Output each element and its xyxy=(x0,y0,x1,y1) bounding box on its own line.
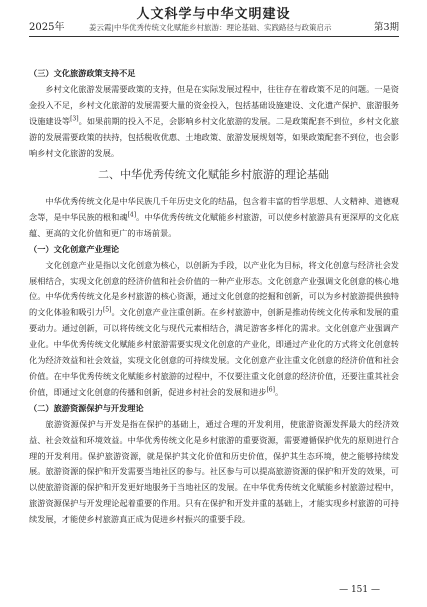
running-title: 姜云霞|中华优秀传统文化赋能乡村旅游：理论基础、实践路径与政策启示 xyxy=(89,23,332,32)
section-two-intro: 中华优秀传统文化是中华民族几千年历史文化的结晶，包含着丰富的哲学思想、人文精神、道德观念等，是中华民族的根和魂[4]。中华优秀传统文化赋能乡村旅游，可以使乡村旅游具有更深厚的文化底蕴、更高的文化价值和更广的市场前景。 xyxy=(29,196,399,238)
page-number: — 151 — xyxy=(339,585,380,595)
sub1-heading: （一）文化创意产业理论 xyxy=(29,243,120,254)
journal-title: 人文科学与中华文明建设 xyxy=(136,7,291,22)
sub2-paragraph: 旅游资源保护与开发是指在保护的基础上，通过合理的开发利用，使旅游资源发挥最大的经济效益、社会效益和环境效益。中华优秀传统文化是乡村旅游的重要资源，需要遵循保护优先的原则进行合理的开发利用。保护旅游资源，就是保护其文化价值和历史价值，保护其生态环境，使之能够持续发展。旅游资源的保护和开发需要当地社区的参与。社区参与可以提高旅游资源的保护和开发的效果，可以使旅游资源的保护和开发更好地服务于当地社区的发展。在中华优秀传统文化赋能乡村旅游过程中，旅游资源保护与开发理论起着重要的作用。只有在保护和开发并重的基础上，才能实现乡村旅游的可持续发展，才能使乡村旅游真正成为促进乡村振兴的重要手段。 xyxy=(29,418,399,525)
section-a xyxy=(29,66,399,161)
running-head xyxy=(29,21,399,35)
sub1-paragraph: 文化创意产业是指以文化创意为核心，以创新为手段，以产业化为目标，将文化创意与经济社会发展相结合，实现文化创意的经济价值和社会价值的一种产业形态。文化创意产业强调文化创意的核心地位。中华优秀传统文化是乡村旅游的核心资源，通过文化创意的挖掘和创新，可以为乡村旅游提供独特的文化体验和吸引力[5]。文化创意产业注重创新。在乡村旅游中，创新是推动传统文化传承和发展的重要动力。通过创新，可以将传统文化与现代元素相结合，满足游客多样化的需求。文化创意产业强调产业化。中华优秀传统文化赋能乡村旅游需要实现文化创意的产业化，即通过产业化的方式将文化创意转化为经济效益和社会效益，实现文化创意的可持续发展。文化创意产业注重文化创意的经济价值和社会价值。在中华优秀传统文化赋能乡村旅游的过程中，不仅要注重文化创意的经济价值，还要注重其社会价值，即通过文化创意的传播和创新，促进乡村社会的发展和进步[6]。 xyxy=(29,259,399,397)
year: 2025年 xyxy=(29,22,65,33)
section-a-paragraph: 乡村文化旅游发展需要政策的支持，但是在实际发展过程中，往往存在着政策不足的问题。一是资金投入不足，乡村文化旅游的发展需要大量的资金投入，包括基础设施建设、文化遗产保护、旅游服务设施建设等[3]。如果前期的投入不足，会影响乡村文化旅游的发展。二是政策配套不到位，乡村文化旅游的发展需要政策的扶持，包括税收优惠、土地政策、旅游发展规划等，如果政策配套不到位，也会影响乡村文化旅游的发展。 xyxy=(29,83,399,158)
section-a-heading: （三）文化旅游政策支持不足 xyxy=(29,68,136,78)
sub2-heading: （二）旅游资源保护与开发理论 xyxy=(29,402,144,413)
section-two-heading: 二、中华优秀传统文化赋能乡村旅游的理论基础 xyxy=(98,168,329,181)
header-rule xyxy=(29,36,399,37)
issue-number: 第3期 xyxy=(373,22,399,33)
section-two xyxy=(29,194,399,528)
